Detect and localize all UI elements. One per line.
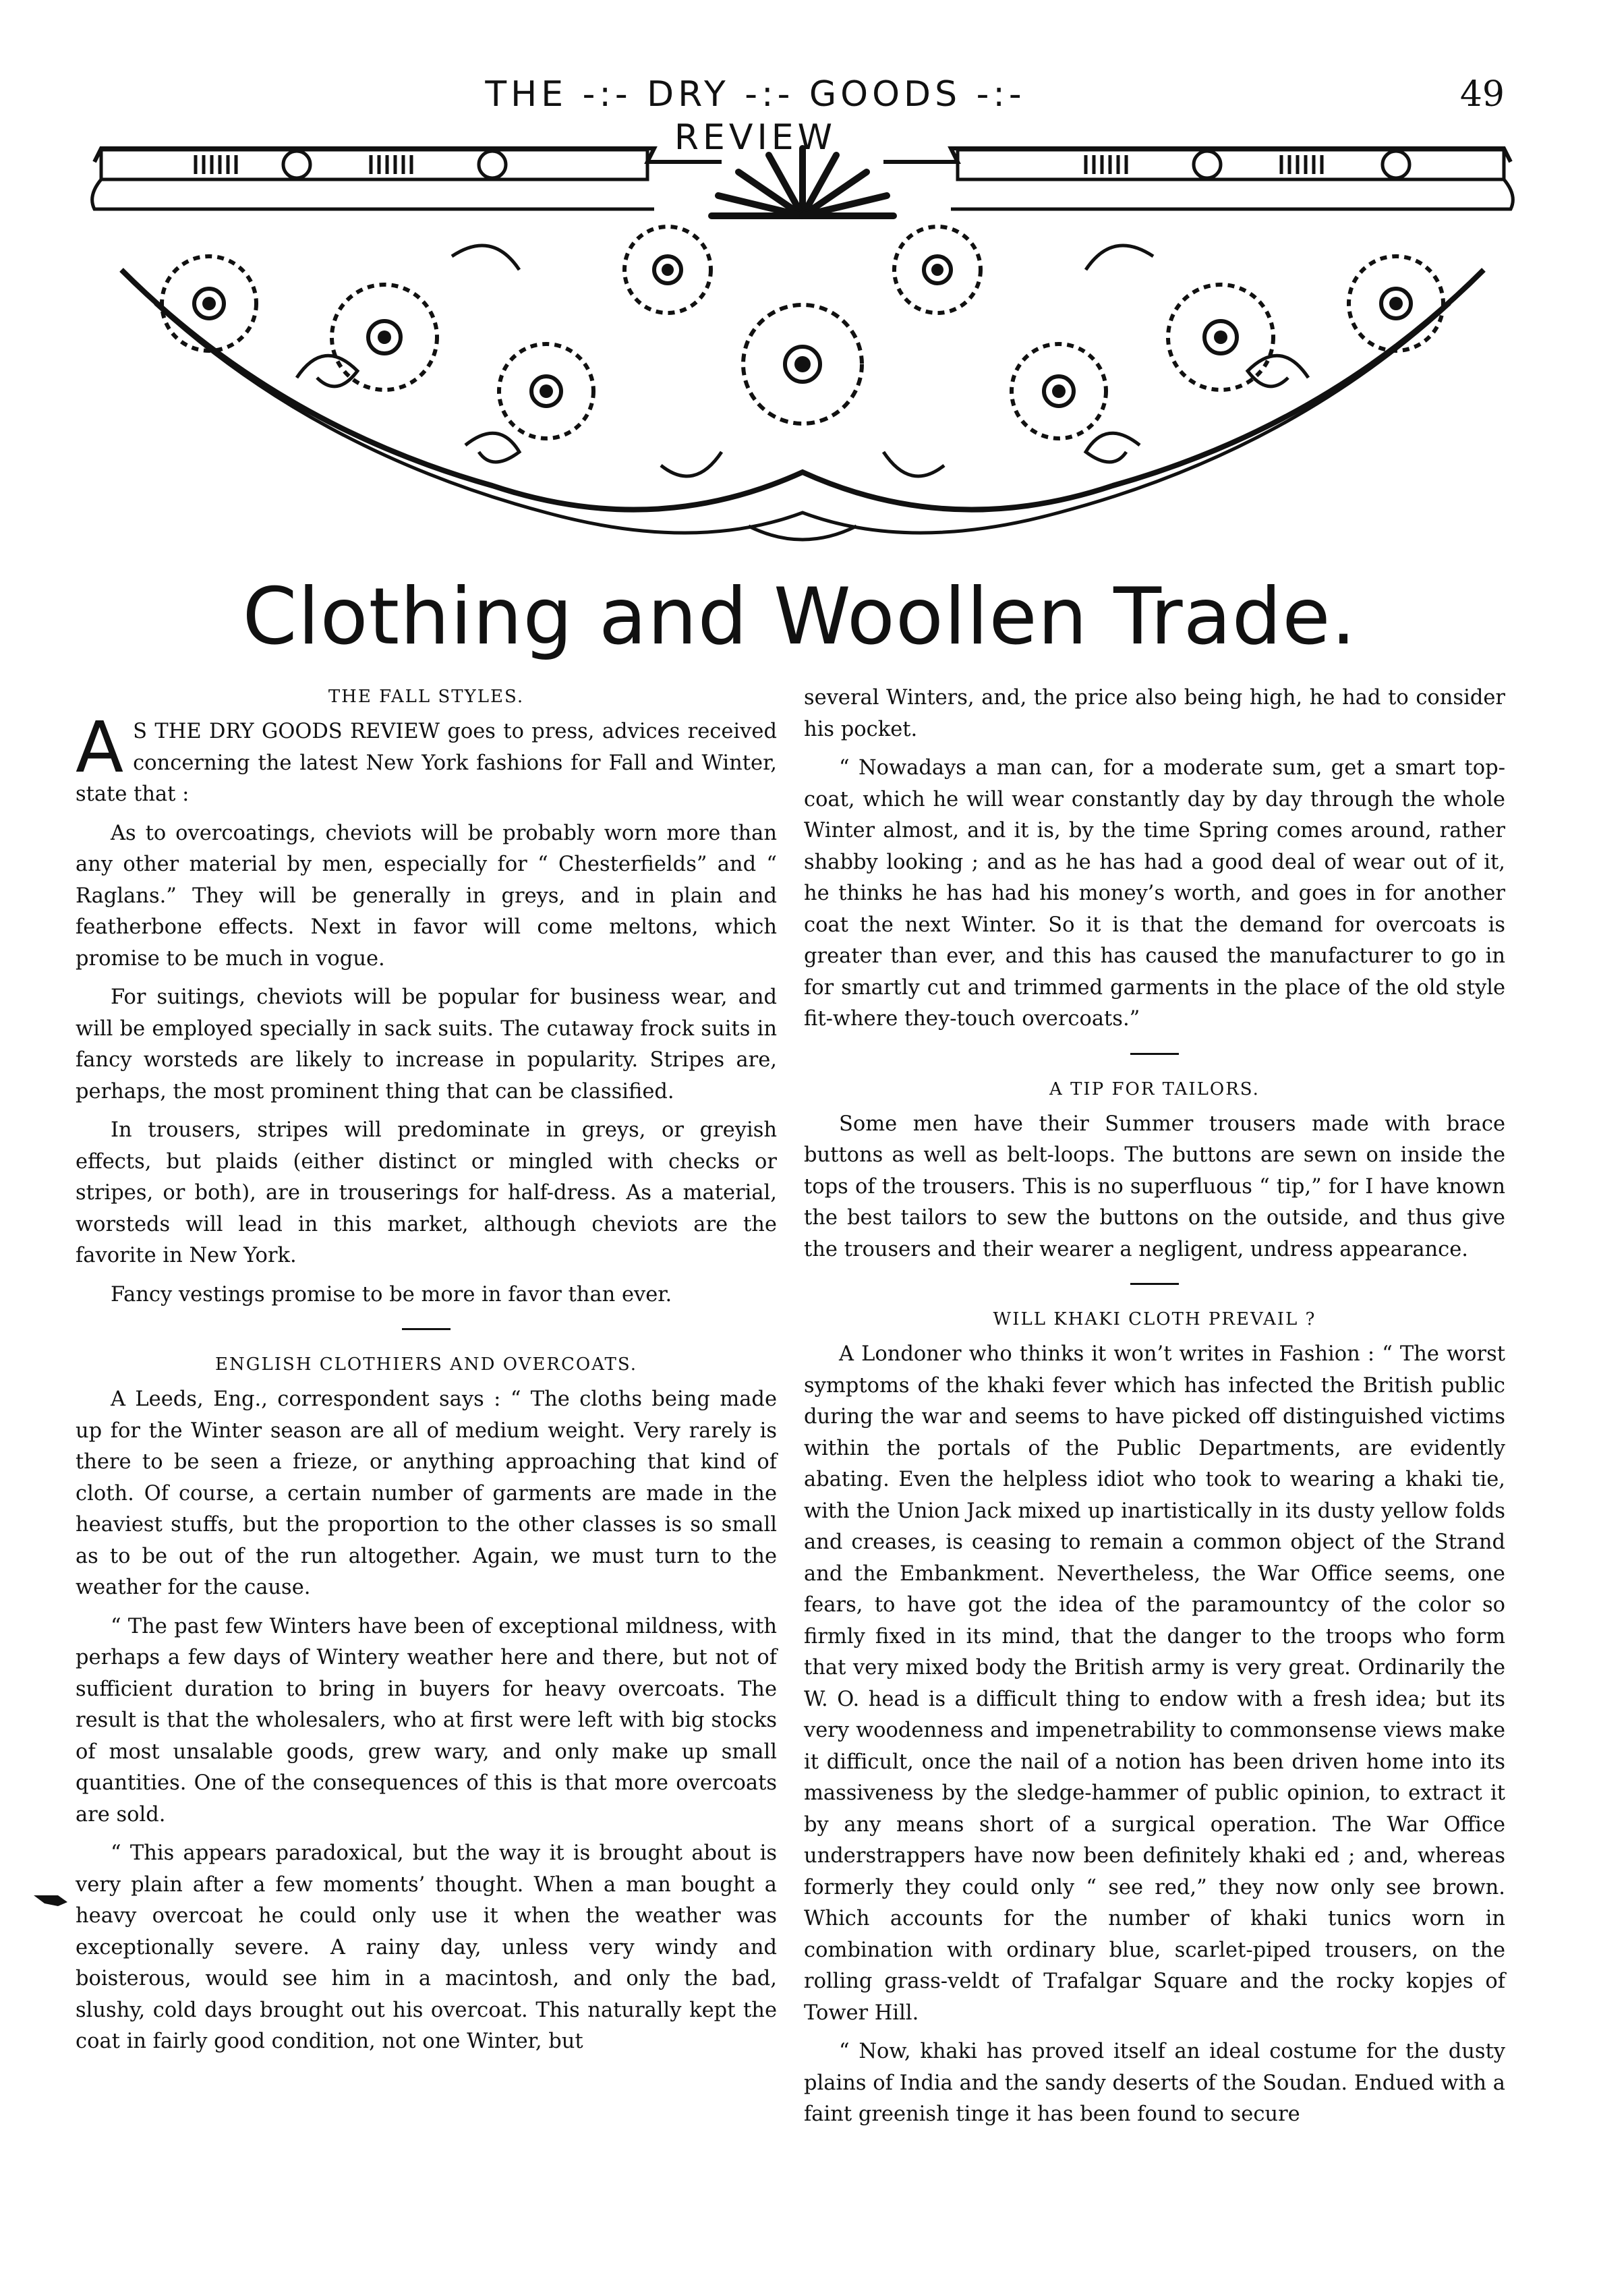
section-heading-english-clothiers: ENGLISH CLOTHIERS AND OVERCOATS. <box>214 1354 638 1375</box>
section-divider <box>1130 1053 1179 1055</box>
section-divider <box>1130 1283 1179 1285</box>
paragraph: “ The past few Winters have been of exceptional mildness, with perhaps a few days of Wintery weather here and there, but not of sufficient duration to bring in buyers for heavy overcoats. The result is that the wholesalers, who at first were left with big stocks of most unsalable goods, grew wary, and only make up small quantities. One of the consequences of this is that more overcoats are sold. <box>76 1614 777 1827</box>
section-heading-fall-styles: THE FALL STYLES. <box>328 687 525 707</box>
paragraph: “ Now, khaki has proved itself an ideal costume for the dusty plains of India and the sandy deserts of the Soudan. Endued with a faint greenish tinge it has been found to secure <box>804 2040 1505 2126</box>
left-column <box>76 681 777 2065</box>
paragraph: In trousers, stripes will predominate in greys, or greyish effects, but plaids (either distinct or mingled with checks or stripes, or both), are in trouserings for half-dress. As a material, worsteds will lead in this market, although cheviots are the favorite in New York. <box>76 1118 777 1267</box>
article-title: Clothing and Woollen Trade. <box>242 571 1357 662</box>
floral-banner-ornament-icon <box>74 135 1531 567</box>
paragraph: several Winters, and, the price also being high, he had to consider his pocket. <box>804 686 1505 741</box>
paragraph: “ This appears paradoxical, but the way it is brought about is very plain after a few moments’ thought. When a man bought a heavy overcoat he could only use it when the weather was exceptionally severe. A rainy day, unless very windy and boisterous, would see him in a macintosh, and only the bad, slushy, cold days brought out his overcoat. This naturally kept the coat in fairly good condition, not one Winter, but <box>76 1841 777 2053</box>
drop-cap: A <box>76 706 124 788</box>
paragraph-text: S THE DRY GOODS REVIEW goes to press, advices received concerning the latest New York fashions for Fall and Winter, state that : <box>76 720 777 806</box>
masthead: THE -:- DRY -:- GOODS -:- REVIEW <box>485 74 1026 158</box>
paragraph: A Leeds, Eng., correspondent says : “ The cloths being made up for the Winter season are all of medium weight. Very rarely is there to be seen a frieze, or anything approaching that kind of cloth. Of course, a certain number of garments are made in the heaviest stuffs, but the proportion to the other classes is so small as to be out of the run altogether. Again, we must turn to the weather for the cause. <box>76 1387 777 1599</box>
paragraph: For suitings, cheviots will be popular for business wear, and will be employed specially in sack suits. The cutaway frock suits in fancy worsteds are likely to increase in popularity. Stripes are, perhaps, the most prominent thing that can be classified. <box>76 985 777 1103</box>
section-heading-khaki: WILL KHAKI CLOTH PREVAIL ? <box>993 1309 1316 1329</box>
right-column <box>804 683 1505 2138</box>
margin-pointer-icon <box>31 1889 70 1909</box>
page-number: 49 <box>1459 74 1505 115</box>
paragraph: A Londoner who thinks it won’t writes in Fashion : “ The worst symptoms of the khaki fever which has infected the British public during the war and seems to have picked off distinguished victims within the portals of the Public Departments, are evidently abating. Even the helpless idiot who took to wearing a khaki tie, with the Union Jack mixed up inartistically in its dusty yellow folds and creases, is ceasing to remain a common object of the Strand and the Embankment. Nevertheless, the War Office seems, one fears, to have got the idea of the paramountcy of the color so firmly fixed in its mind, that the danger to the troops who form that very mixed body the British army is very great. Ordinarily the W. O. head is a difficult thing to endow with a fresh idea; but its very woodenness and impenetrability to commonsense views make it difficult, once the nail of a notion has been driven home into its massiveness by the sledge-hammer of public opinion, to extract it by any means short of a surgical operation. The War Office understrappers have now been definitely khaki ed ; and, whereas formerly they could only “ see red,” they now only see brown. Which accounts for the number of khaki tunics worn in combination with ordinary blue, scarlet-piped trousers, on the rolling grass-veldt of Trafalgar Square and the rocky kopjes of Tower Hill. <box>804 1342 1505 2025</box>
paragraph: Fancy vestings promise to be more in favor than ever. <box>111 1282 672 1307</box>
running-head <box>0 73 1599 158</box>
paragraph: As to overcoatings, cheviots will be probably worn more than any other material by men, especially for “ Chesterfields” and “ Raglans.” They will be generally in greys, and in plain and featherbone effects. Next in favor will come meltons, which promise to be much in vogue. <box>76 821 777 971</box>
section-heading-tip-for-tailors: A TIP FOR TAILORS. <box>1049 1079 1260 1099</box>
paragraph: “ Nowadays a man can, for a moderate sum, get a smart top-coat, which he will wear constantly day by day through the whole Winter almost, and it is, by the time Spring comes around, rather shabby looking ; and as he has had a good deal of wear out of it, he thinks he has had his money’s worth, and goes in for another coat the next Winter. So it is that the demand for overcoats is greater than ever, and this has caused the manufacturer to go in for smartly cut and trimmed garments in the place of the old style fit-where they-touch overcoats.” <box>804 756 1505 1031</box>
paragraph <box>76 706 777 811</box>
section-divider <box>402 1328 450 1330</box>
paragraph: Some men have their Summer trousers made with brace buttons as well as belt-loops. The buttons are sewn on inside the tops of the trousers. This is no superfluous “ tip,” for I have known the best tailors to sew the buttons on the outside, and thus give the trousers and their wearer a negligent, undress appearance. <box>804 1112 1505 1261</box>
